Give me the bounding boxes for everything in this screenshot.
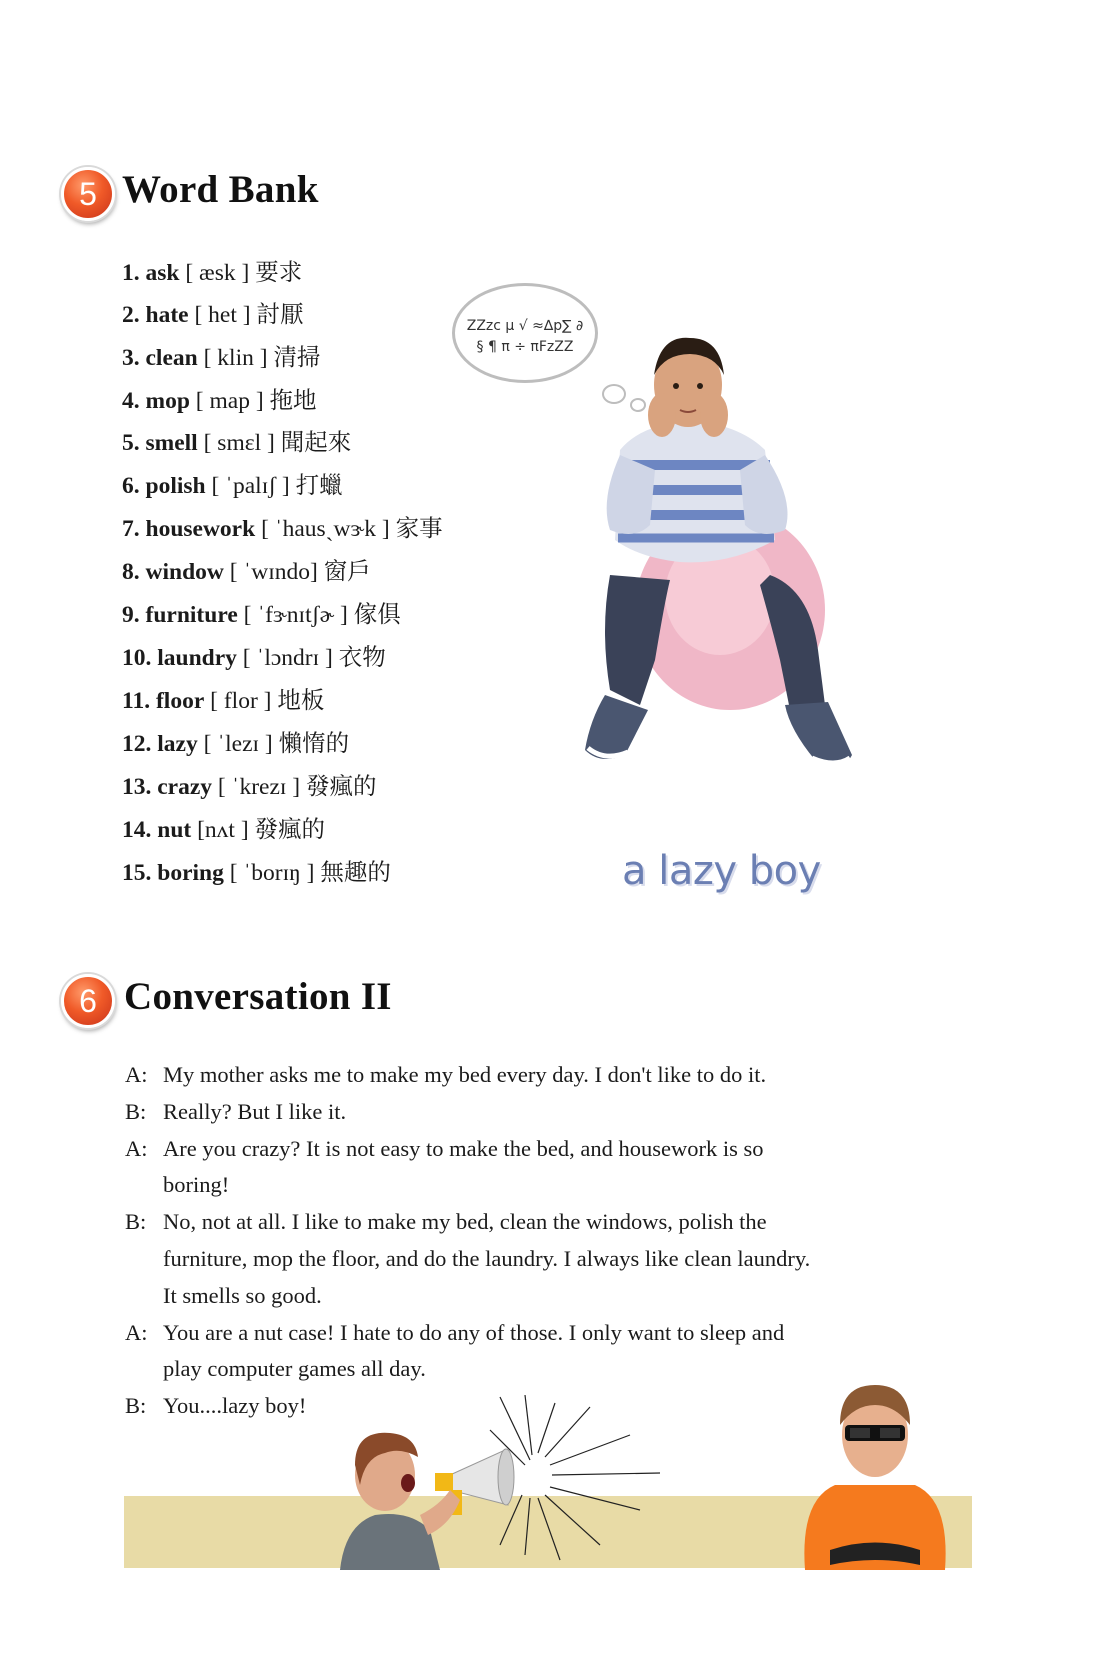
thought-bubble-line-2: § ¶ π ÷ πFzZZ: [476, 339, 574, 355]
chinese-meaning: 討厭: [256, 302, 304, 328]
section-5-title: Word Bank: [122, 168, 319, 211]
phonetic: [ ˈwɪndo]: [229, 559, 318, 585]
word-number: 2.: [122, 302, 140, 328]
dialogue-text: Really? But I like it.: [163, 1098, 347, 1124]
dialogue-text: No, not at all. I like to make my bed, clean the windows, polish the: [163, 1209, 767, 1235]
phonetic: [nʌt ]: [197, 817, 249, 843]
dialogue-line: [125, 1099, 346, 1125]
english-word: mop: [145, 388, 190, 414]
section-6-badge: 6: [61, 974, 115, 1028]
chinese-meaning: 拖地: [269, 388, 317, 414]
chinese-meaning: 發瘋的: [254, 817, 326, 843]
english-word: floor: [155, 688, 205, 714]
thought-puff-large: [602, 384, 626, 404]
dialogue-text: You are a nut case! I hate to do any of those. I only want to sleep and: [163, 1319, 785, 1345]
dialogue-continuation: It smells so good.: [163, 1282, 322, 1308]
speaker-label: A:: [125, 1062, 148, 1087]
phonetic: [ map ]: [195, 388, 264, 414]
chinese-meaning: 聞起來: [280, 430, 352, 456]
english-word: polish: [145, 473, 206, 499]
section-5-badge: 5: [61, 167, 115, 221]
image-caption: a lazy boy: [622, 848, 821, 894]
dialogue-text: Are you crazy? It is not easy to make the bed, and housework is so: [163, 1135, 764, 1161]
word-bank-item: [122, 595, 401, 629]
speaker-label: B:: [125, 1393, 147, 1419]
english-word: smell: [145, 430, 198, 456]
dialogue-continuation: boring!: [163, 1172, 230, 1198]
english-word: clean: [145, 345, 198, 371]
word-bank-item: [122, 338, 320, 372]
chinese-meaning: 家事: [395, 516, 443, 542]
section-6-title: Conversation II: [124, 975, 392, 1018]
word-number: 9.: [122, 602, 140, 628]
word-bank-item: [122, 295, 303, 329]
chinese-meaning: 懶惰的: [278, 731, 350, 757]
word-bank-item: [122, 853, 391, 887]
gamer-boy-illustration: [795, 1370, 955, 1570]
english-word: window: [145, 559, 224, 585]
english-word: crazy: [157, 774, 213, 800]
chinese-meaning: 衣物: [338, 645, 386, 671]
word-bank-item: [122, 253, 302, 287]
dialogue-line: [125, 1062, 766, 1088]
chinese-meaning: 發瘋的: [306, 774, 377, 800]
english-word: housework: [145, 516, 256, 542]
english-word: lazy: [157, 731, 198, 757]
phonetic: [ æsk ]: [185, 260, 250, 286]
word-bank-item: [122, 466, 343, 500]
chinese-meaning: 無趣的: [320, 860, 391, 886]
word-bank-item: [122, 381, 317, 415]
phonetic: [ ˈborɪŋ ]: [229, 860, 315, 886]
thought-bubble: [452, 283, 598, 383]
word-number: 1.: [122, 260, 140, 286]
dialogue-line: [125, 1320, 784, 1346]
chinese-meaning: 地板: [277, 688, 325, 714]
english-word: boring: [157, 860, 224, 886]
word-bank-item: [122, 509, 443, 543]
word-number: 15.: [122, 860, 152, 886]
word-number: 12.: [122, 731, 152, 757]
word-number: 4.: [122, 388, 140, 414]
word-bank-item: [122, 423, 351, 457]
phonetic: [ ˈkrezɪ ]: [217, 774, 301, 800]
word-number: 8.: [122, 559, 140, 585]
speaker-label: B:: [125, 1209, 147, 1235]
word-number: 5.: [122, 430, 140, 456]
phonetic: [ smɛl ]: [203, 430, 275, 456]
phonetic: [ het ]: [194, 302, 251, 328]
speaker-label: A:: [125, 1135, 148, 1161]
phonetic: [ ˈhausˏwɝk ]: [261, 516, 390, 542]
english-word: nut: [157, 817, 192, 843]
word-bank-item: [122, 724, 349, 758]
phonetic: [ klin ]: [203, 345, 268, 371]
word-number: 11.: [122, 688, 151, 714]
phonetic: [ ˈpalɪʃ ]: [211, 473, 290, 499]
word-number: 10.: [122, 645, 152, 671]
chinese-meaning: 清掃: [273, 345, 321, 371]
chinese-meaning: 要求: [255, 260, 303, 286]
thought-bubble-line-1: ZZzc μ √ ≈∆p∑ ∂: [466, 318, 584, 334]
dialogue-text: You....lazy boy!: [163, 1393, 307, 1419]
chinese-meaning: 打蠟: [295, 473, 343, 499]
dialogue-text: My mother asks me to make my bed every day. I don't like to do it.: [163, 1062, 767, 1087]
dialogue-line: [125, 1209, 767, 1235]
phonetic: [ ˈlezɪ ]: [203, 731, 273, 757]
word-number: 3.: [122, 345, 140, 371]
word-number: 13.: [122, 774, 152, 800]
word-bank-item: [122, 552, 371, 586]
word-bank-item: [122, 681, 324, 715]
english-word: hate: [145, 302, 189, 328]
speaker-label: B:: [125, 1098, 147, 1124]
chinese-meaning: 窗戶: [323, 559, 371, 585]
english-word: ask: [145, 260, 180, 286]
speaker-label: A:: [125, 1319, 148, 1345]
word-bank-item: [122, 767, 377, 801]
word-bank-item: [122, 810, 325, 844]
thought-puff-small: [630, 398, 646, 412]
word-number: 6.: [122, 473, 140, 499]
word-number: 14.: [122, 817, 152, 843]
dialogue-continuation: furniture, mop the floor, and do the laundry. I always like clean laundry.: [163, 1246, 811, 1271]
dialogue-line: [125, 1393, 306, 1419]
mother-megaphone-illustration: [300, 1395, 760, 1570]
phonetic: [ flor ]: [210, 688, 272, 714]
english-word: furniture: [145, 602, 238, 628]
dialogue-continuation: play computer games all day.: [163, 1356, 426, 1382]
word-bank-item: [122, 638, 386, 672]
word-number: 7.: [122, 516, 140, 542]
chinese-meaning: 傢俱: [353, 602, 401, 628]
phonetic: [ ˈfɝnɪtʃɚ ]: [243, 602, 348, 628]
dialogue-line: [125, 1136, 763, 1162]
phonetic: [ ˈlɔndrɪ ]: [242, 645, 333, 671]
english-word: laundry: [157, 645, 237, 671]
